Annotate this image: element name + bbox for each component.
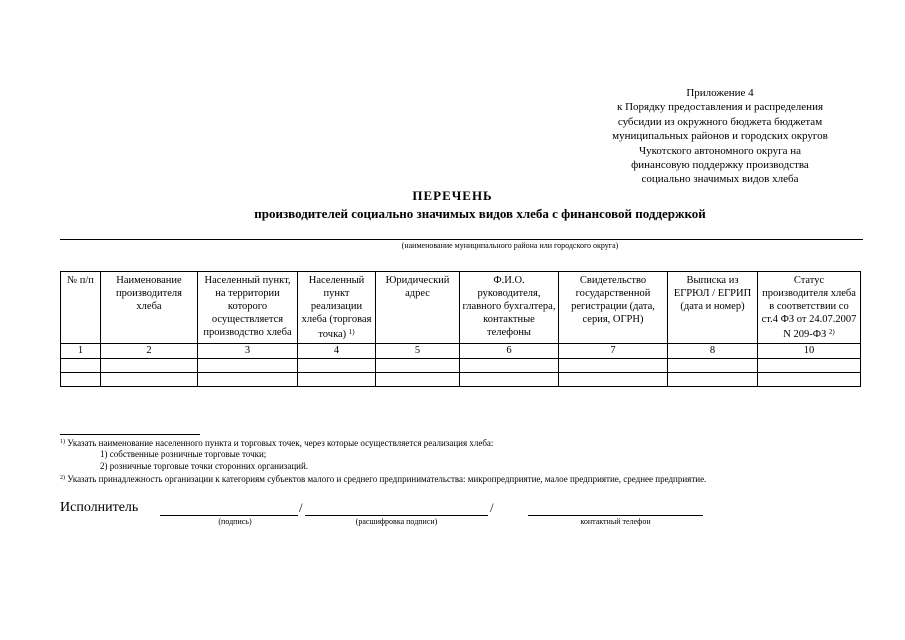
appendix-line: социально значимых видов хлеба xyxy=(641,173,799,186)
table-row xyxy=(61,359,861,373)
appendix-line: муниципальных районов и городских округов xyxy=(612,130,828,143)
header-producer-status xyxy=(758,272,861,344)
column-number-row xyxy=(61,344,861,359)
column-number: 5 xyxy=(376,344,460,359)
table-cell[interactable] xyxy=(61,373,101,387)
signature-line[interactable] xyxy=(160,515,298,516)
header-sales-locality-text: Населенный пункт реализации хлеба (торговая точка) xyxy=(301,275,372,340)
header-sales-locality xyxy=(298,272,376,344)
table-cell[interactable] xyxy=(298,373,376,387)
municipality-caption: (наименование муниципального района или городского округа) xyxy=(401,241,619,250)
header-production-locality: Населенный пункт, на территории которого осуществляется производство хлеба xyxy=(198,272,298,344)
footnote-2-text: Указать принадлежность организации к категориям субъектов малого и среднего предпринимательства: микропредприятие, малое предприятие, среднее предприятие. xyxy=(67,474,707,484)
footnote-2 xyxy=(60,473,706,485)
signature-decode-slash: / xyxy=(490,500,494,515)
table-cell[interactable] xyxy=(198,359,298,373)
footnote-1-item-2: 2) розничные торговые точки сторонних организаций. xyxy=(100,461,309,471)
appendix-line: Приложение 4 xyxy=(686,87,754,99)
phone-line[interactable] xyxy=(528,515,703,516)
table-cell[interactable] xyxy=(198,373,298,387)
table-cell[interactable] xyxy=(668,359,758,373)
document-title: ПЕРЕЧЕНЬ xyxy=(412,188,493,203)
table-cell[interactable] xyxy=(61,359,101,373)
table-cell[interactable] xyxy=(668,373,758,387)
table-row xyxy=(61,373,861,387)
table-cell[interactable] xyxy=(298,359,376,373)
signature-caption: (подпись) xyxy=(218,517,252,526)
column-number: 7 xyxy=(559,344,668,359)
footnote-ref-2: 2) xyxy=(828,328,835,336)
column-number: 4 xyxy=(298,344,376,359)
appendix-line: субсидии из окружного бюджета бюджетам xyxy=(617,115,823,128)
header-management-contacts: Ф.И.О. руководителя, главного бухгалтера, контактные телефоны xyxy=(460,272,559,344)
appendix-line: финансовую поддержку производства xyxy=(631,159,809,172)
footnote-1 xyxy=(60,437,493,449)
appendix-header xyxy=(580,86,860,187)
footnote-1-mark: 1) xyxy=(60,439,65,445)
header-producer-status-text: Статус производителя хлеба в соответствии со ст.4 ФЗ от 24.07.2007 N 209-ФЗ xyxy=(761,275,857,340)
appendix-line: к Порядку предоставления и распределения xyxy=(616,101,824,114)
signature-slash: / xyxy=(299,500,303,515)
header-legal-address: Юридический адрес xyxy=(376,272,460,344)
table-cell[interactable] xyxy=(376,359,460,373)
appendix-line: Чукотского автономного округа на xyxy=(639,144,801,157)
municipality-field-line[interactable] xyxy=(60,239,863,240)
table-cell[interactable] xyxy=(559,359,668,373)
footnote-ref-1: 1) xyxy=(348,328,355,336)
table-cell[interactable] xyxy=(101,359,198,373)
signature-decode-line[interactable] xyxy=(305,515,488,516)
table-header-row xyxy=(61,272,861,344)
column-number: 10 xyxy=(758,344,861,359)
column-number: 2 xyxy=(101,344,198,359)
footnote-1-item-1: 1) собственные розничные торговые точки; xyxy=(100,449,267,459)
header-producer-name: Наименование производителя хлеба xyxy=(101,272,198,344)
producers-table xyxy=(60,271,861,387)
header-number: № п/п xyxy=(61,272,101,344)
table-cell[interactable] xyxy=(101,373,198,387)
column-number: 1 xyxy=(61,344,101,359)
header-registration-certificate: Свидетельство государственной регистрации (дата, серия, ОГРН) xyxy=(559,272,668,344)
phone-caption: контактный телефон xyxy=(580,517,651,526)
footnote-1-text: Указать наименование населенного пункта и торговых точек, через которые осуществляется реализация хлеба: xyxy=(67,438,494,448)
footnote-separator xyxy=(60,434,200,435)
footnote-2-mark: 2) xyxy=(60,475,65,481)
table-cell[interactable] xyxy=(460,359,559,373)
signature-decode-caption: (расшифровка подписи) xyxy=(355,517,438,526)
table-cell[interactable] xyxy=(376,373,460,387)
document-subtitle: производителей социально значимых видов хлеба с финансовой поддержкой xyxy=(254,206,706,221)
executor-label: Исполнитель xyxy=(60,500,139,515)
header-registry-extract: Выписка из ЕГРЮЛ / ЕГРИП (дата и номер) xyxy=(668,272,758,344)
table-cell[interactable] xyxy=(758,373,861,387)
table-cell[interactable] xyxy=(460,373,559,387)
column-number: 3 xyxy=(198,344,298,359)
table-cell[interactable] xyxy=(758,359,861,373)
column-number: 8 xyxy=(668,344,758,359)
table-cell[interactable] xyxy=(559,373,668,387)
column-number: 6 xyxy=(460,344,559,359)
